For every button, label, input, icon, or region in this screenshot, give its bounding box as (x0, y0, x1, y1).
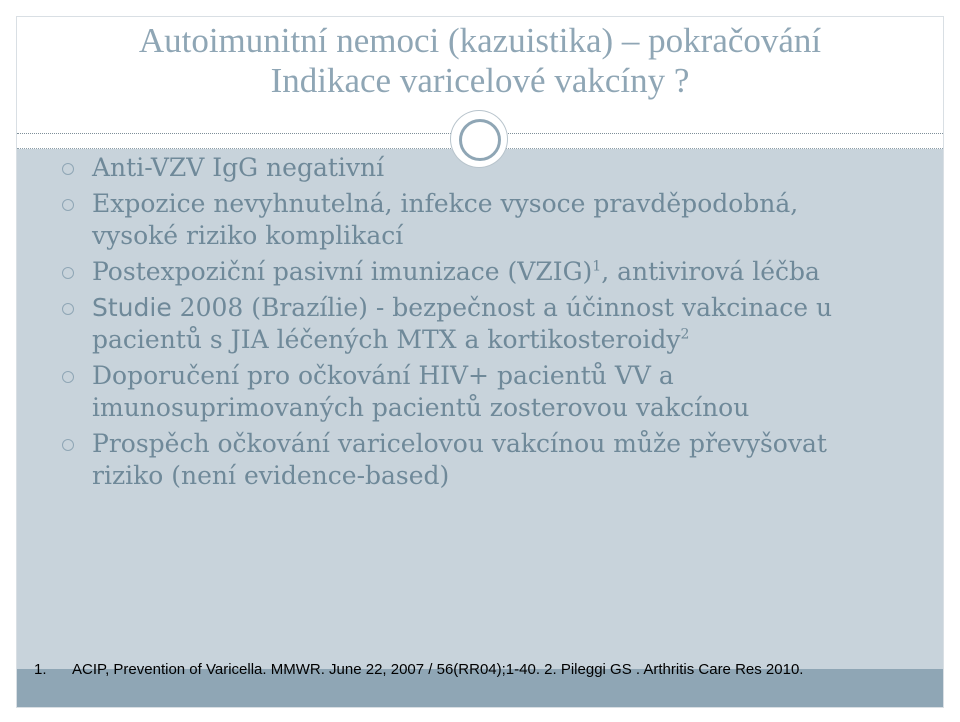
footnote-ref: 1 (592, 258, 602, 275)
hollow-circle-bullet-icon (62, 371, 74, 383)
slide-title-line-2: Indikace varicelové vakcíny ? (270, 61, 690, 100)
bullet-item (62, 256, 892, 288)
slide-title-line-1: Autoimunitní nemoci (kazuistika) – pokračování (138, 21, 822, 60)
footnote-number: 1. (34, 661, 47, 678)
hollow-circle-bullet-icon (62, 303, 74, 315)
hollow-circle-bullet-icon (62, 267, 74, 279)
bullet-text-tail: , antivirová léčba (601, 257, 820, 286)
footnote (34, 660, 803, 680)
hollow-circle-bullet-icon (62, 439, 74, 451)
bullet-item (62, 152, 892, 184)
bullet-list (62, 152, 892, 496)
bullet-item (62, 360, 892, 424)
bullet-text: Anti-VZV IgG negativní (92, 153, 385, 182)
bullet-text: Expozice nevyhnutelná, infekce vysoce pravděpodobná, vysoké riziko komplikací (92, 189, 799, 250)
footnote-ref: 2 (680, 326, 690, 343)
hollow-circle-bullet-icon (62, 199, 74, 211)
bullet-text: Prospěch očkování varicelovou vakcínou může převyšovat riziko (není evidence-based) (92, 429, 827, 490)
bullet-text: Doporučení pro očkování HIV+ pacientů VV a imunosuprimovaných pacientů zosterovou vakcínou (92, 361, 750, 422)
bullet-item (62, 428, 892, 492)
bullet-item (62, 292, 892, 356)
footnote-text: ACIP, Prevention of Varicella. MMWR. June 22, 2007 / 56(RR04);1-40. 2. Pileggi GS . Arthritis Care Res 2010. (72, 661, 804, 678)
bullet-item (62, 188, 892, 252)
bullet-text: 2008 (Brazílie) - bezpečnost a účinnost vakcinace u pacientů s JIA léčených MTX a kortikosteroidy (92, 293, 833, 354)
bullet-text-lead: Studie (92, 293, 172, 322)
bullet-text: Postexpoziční pasivní imunizace (VZIG) (92, 257, 593, 286)
hollow-circle-bullet-icon (62, 163, 74, 175)
